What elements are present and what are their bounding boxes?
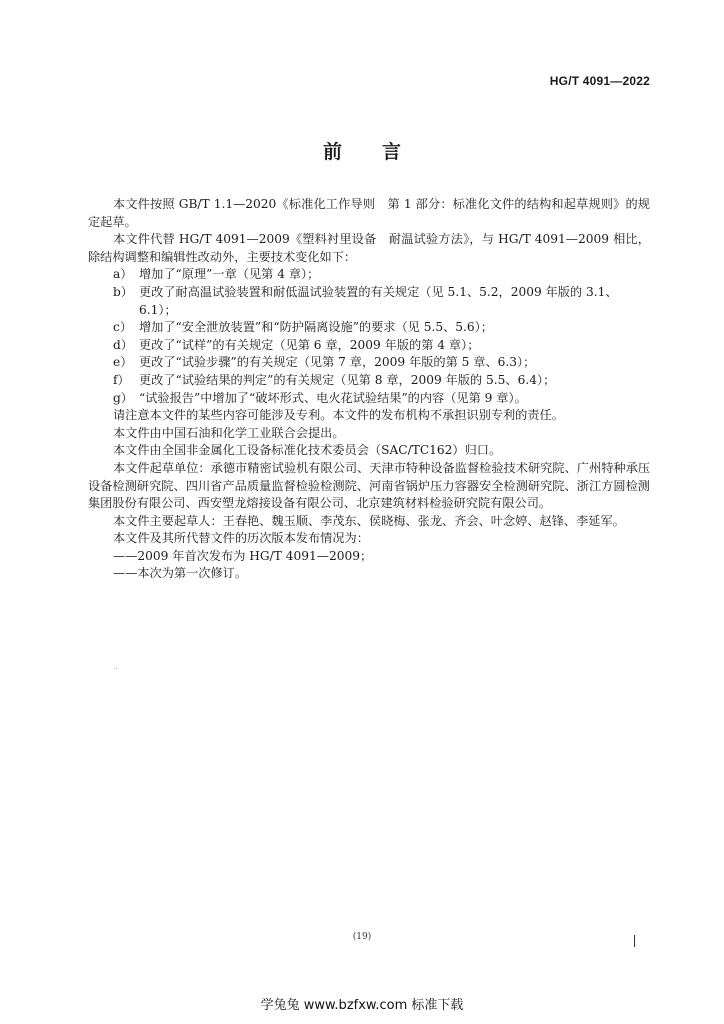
list-item: [88, 284, 650, 319]
paragraph: 本文件由中国石油和化学工业联合会提出。: [113, 425, 345, 440]
list-text: 更改了“试验步骤”的有关规定（见第 7 章，2009 年版的第 5 章、6.3）；: [139, 355, 536, 370]
list-item: [88, 337, 650, 355]
paragraph: 本文件起草单位：承德市精密试验机有限公司、天津市特种设备监督检验技术研究院、广州特种承压设备检测研究院、四川省产品质量监督检验检测院、河南省锅炉压力容器安全检测研究院、浙江方圆检测集团股份有限公司、西安塑龙熔接设备有限公司、北京建筑材料检验研究院有限公司。: [88, 460, 650, 511]
list-marker: a）: [113, 267, 133, 282]
list-text: 更改了耐高温试验装置和耐低温试验装置的有关规定（见 5.1、5.2，2009 年版的 3.1、6.1）；: [139, 284, 618, 317]
history-item: ——本次为第一次修订。: [113, 566, 248, 581]
watermark: 学兔兔 www.bzfxw.com 标准下载: [260, 998, 464, 1013]
list-text: 增加了“原理”一章（见第 4 章）；: [139, 267, 320, 282]
paragraph: 本文件代替 HG/T 4091—2009《塑料衬里设备 耐温试验方法》，与 HG/T 4091—2009 相比，除结构调整和编辑性改动外，主要技术变化如下：: [88, 232, 650, 264]
page-title: 前言: [322, 141, 441, 163]
paragraph: 请注意本文件的某些内容可能涉及专利。本文件的发布机构不承担识别专利的责任。: [113, 408, 564, 423]
list-text: 增加了“安全泄放装置”和“防护隔离设施”的要求（见 5.5、5.6）；: [139, 320, 493, 335]
margin-mark: [634, 935, 635, 947]
list-text: 更改了“试验结果的判定”的有关规定（见第 8 章，2009 年版的 5.5、6.4）；: [139, 372, 556, 387]
paragraph: 本文件主要起草人：王春艳、魏玉顺、李茂东、侯晓梅、张龙、齐会、叶念婷、赵锋、李延军。: [113, 513, 625, 528]
paragraph: 本文件按照 GB/T 1.1—2020《标准化工作导则 第 1 部分：标准化文件的结构和起草规则》的规定起草。: [88, 197, 650, 229]
paragraph: 本文件及其所代替文件的历次版本发布情况为：: [113, 531, 369, 546]
page-number: (19): [352, 932, 372, 942]
standard-code: HG/T 4091—2022: [549, 74, 650, 88]
list-marker: f）: [113, 372, 130, 387]
list-marker: e）: [113, 355, 133, 370]
history-item: ——2009 年首次发布为 HG/T 4091—2009；: [113, 548, 373, 563]
list-marker: g）: [113, 390, 133, 405]
list-marker: b）: [113, 284, 133, 299]
list-item: [88, 390, 650, 408]
list-marker: d）: [113, 337, 133, 352]
scan-speck: [116, 668, 117, 669]
foreword-body: [88, 196, 650, 583]
list-item: [88, 354, 650, 372]
list-item: [88, 372, 650, 390]
list-marker: c）: [113, 320, 133, 335]
list-text: 更改了“试样”的有关规定（见第 6 章，2009 年版的第 4 章）；: [139, 337, 480, 352]
list-text: “试验报告”中增加了“破坏形式、电火花试验结果”的内容（见第 9 章）。: [139, 390, 527, 405]
list-item: [88, 319, 650, 337]
paragraph: 本文件由全国非金属化工设备标准化技术委员会（SAC/TC162）归口。: [113, 443, 502, 458]
list-item: [88, 266, 650, 284]
